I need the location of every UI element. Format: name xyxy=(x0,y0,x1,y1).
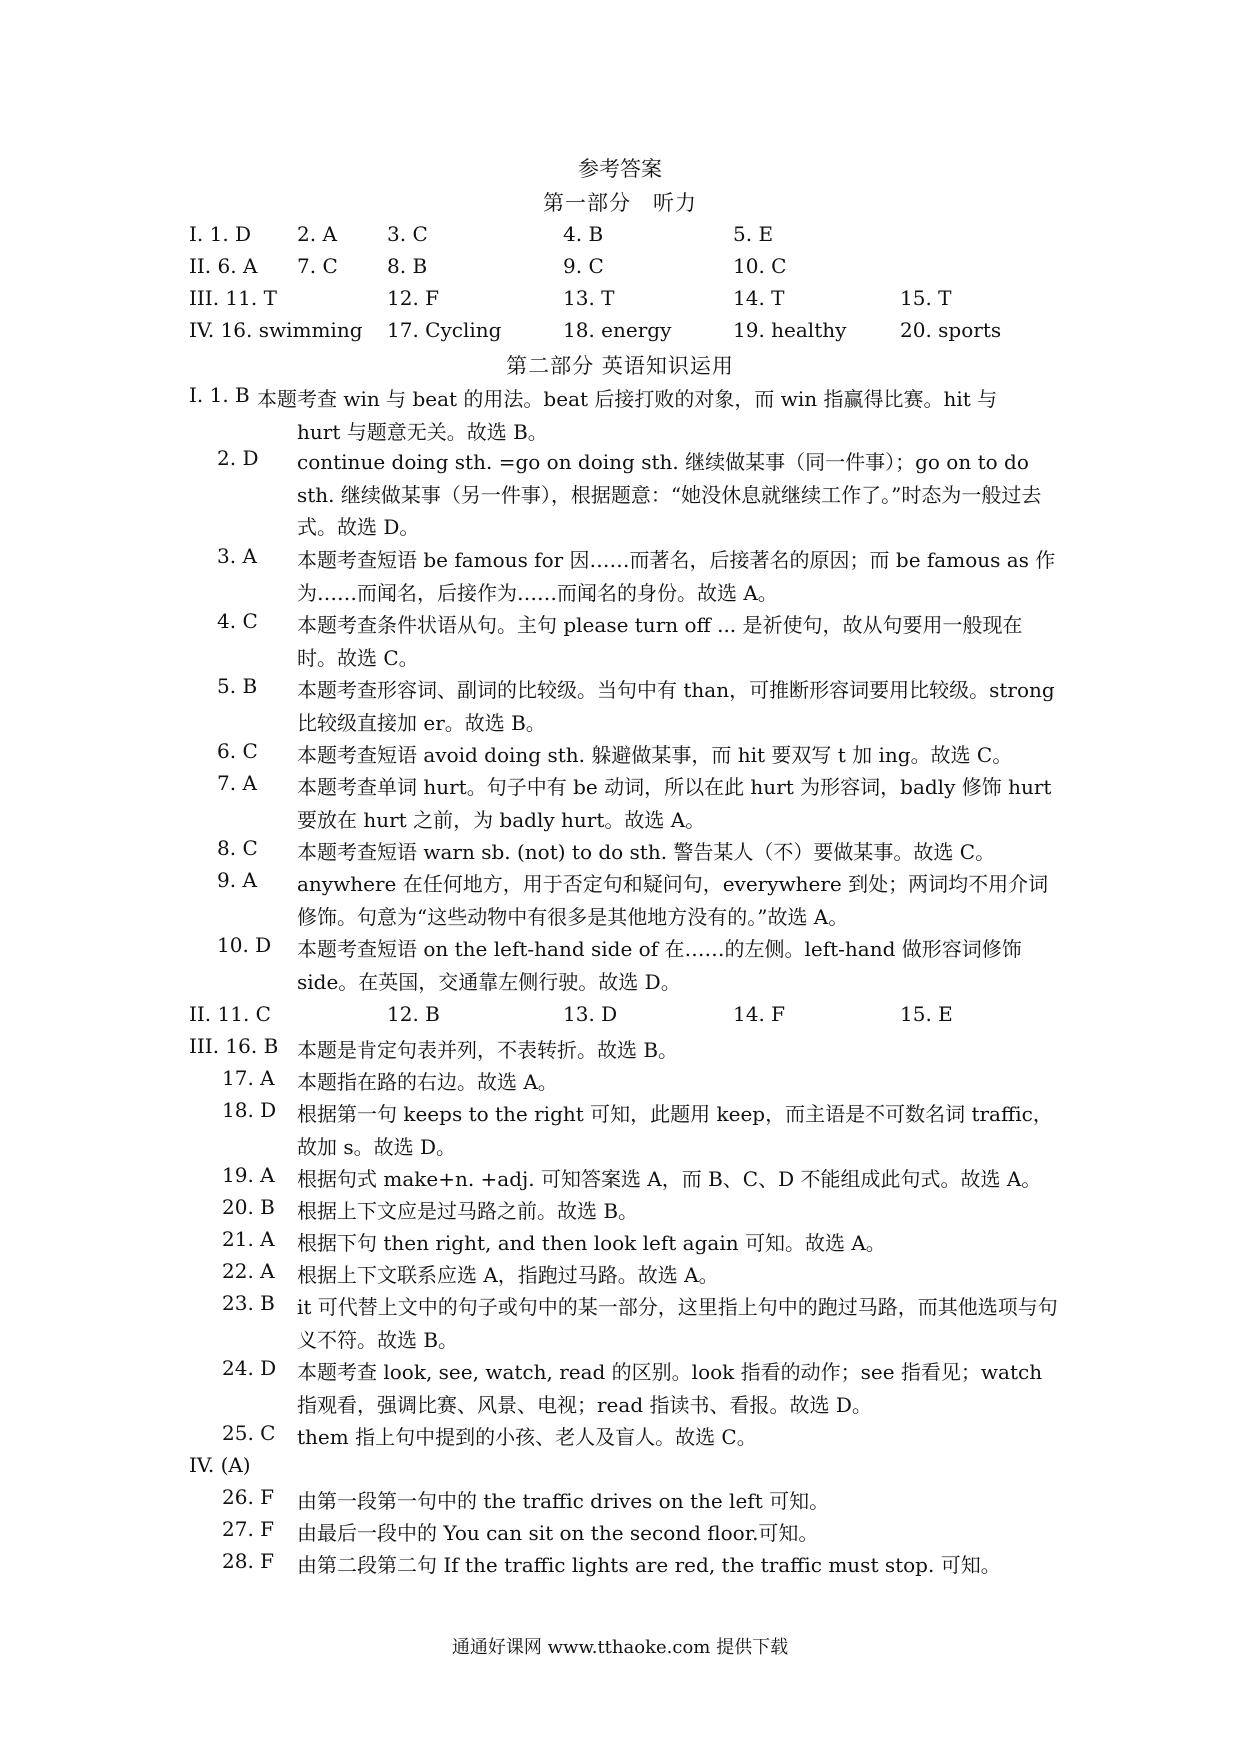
answer-number: 4. C xyxy=(217,609,258,633)
explanation-text: 本题是肯定句表并列，不表转折。故选 B。 xyxy=(297,1038,679,1062)
page-title: 参考答案 xyxy=(578,157,662,181)
answer-cell: 15. E xyxy=(900,1002,953,1026)
explanation-text: it 可代替上文中的句子或句中的某一部分，这里指上句中的跑过马路，而其他选项与句义不符。故选 B。 xyxy=(297,1295,1058,1352)
answer-cell: 9. C xyxy=(563,254,604,278)
explanation-text: 根据上下文联系应选 A，指跑过马路。故选 A。 xyxy=(297,1263,719,1287)
explanation-line: hurt 与题意无关。故选 B。 xyxy=(297,420,548,444)
listening-row xyxy=(0,222,1240,254)
explanation-text: anywhere 在任何地方，用于否定句和疑问句，everywhere 到处；两词均不用介词修饰。句意为“这些动物中有很多是其他地方没有的。”故选 A。 xyxy=(297,872,1049,929)
answer-cell: 14. T xyxy=(733,286,785,310)
answer-cell: 14. F xyxy=(733,1002,786,1026)
explanation-text: 根据下句 then right, and then look left again 可知。故选 A。 xyxy=(297,1231,886,1255)
part1-heading: 第一部分 听力 xyxy=(543,191,697,215)
section2-row xyxy=(0,1002,1240,1034)
answer-number: I. 1. B xyxy=(189,383,250,407)
answer-cell: 20. sports xyxy=(900,318,1002,342)
explanation-text: 本题考查短语 warn sb. (not) to do sth. 警告某人（不）要做某事。故选 C。 xyxy=(297,840,996,864)
answer-cell: 15. T xyxy=(900,286,952,310)
explanation-line: 本题考查 win 与 beat 的用法。beat 后接打败的对象，而 win 指赢得比赛。hit 与 xyxy=(257,387,998,411)
part2-heading: 第二部分 英语知识运用 xyxy=(506,354,734,378)
explanation-text: 本题考查短语 avoid doing sth. 躲避做某事，而 hit 要双写 t 加 ing。故选 C。 xyxy=(297,743,1013,767)
answer-entry xyxy=(0,383,1240,449)
answer-cell: 19. healthy xyxy=(733,318,847,342)
explanation-text: 本题考查 look, see, watch, read 的区别。look 指看的动作；see 指看见；watch 指观看，强调比赛、风景、电视；read 指读书、看报。故选 D。 xyxy=(297,1360,1043,1417)
answer-number: 28. F xyxy=(222,1549,275,1573)
answer-cell: 13. T xyxy=(563,286,615,310)
answer-number: 21. A xyxy=(222,1227,275,1251)
answer-cell: 5. E xyxy=(733,222,774,246)
explanation-text: 本题考查形容词、副词的比较级。当句中有 than，可推断形容词要用比较级。strong 比较级直接加 er。故选 B。 xyxy=(297,678,1055,735)
answer-cell: II. 11. C xyxy=(189,1002,271,1026)
answer-number: III. 16. B xyxy=(189,1034,279,1058)
answer-number: 23. B xyxy=(222,1291,275,1315)
answer-number: 19. A xyxy=(222,1163,275,1187)
answer-number: 5. B xyxy=(217,674,258,698)
answer-number: 18. D xyxy=(222,1098,277,1122)
explanation-text: 根据上下文应是过马路之前。故选 B。 xyxy=(297,1199,639,1223)
answer-number: 2. D xyxy=(217,446,259,470)
answer-number: 10. D xyxy=(217,933,272,957)
page-footer: 通通好课网 www.tthaoke.com 提供下载 xyxy=(451,1637,789,1658)
answer-cell: 12. F xyxy=(387,286,440,310)
explanation-text: 本题指在路的右边。故选 A。 xyxy=(297,1070,558,1094)
answer-cell: I. 1. D xyxy=(189,222,252,246)
listening-row xyxy=(0,318,1240,350)
explanation-text: 根据第一句 keeps to the right 可知，此题用 keep，而主语是不可数名词 traffic，故加 s。故选 D。 xyxy=(297,1102,1053,1159)
answer-number: 24. D xyxy=(222,1356,277,1380)
answer-cell: 12. B xyxy=(387,1002,440,1026)
explanation-text: 本题考查单词 hurt。句子中有 be 动词，所以在此 hurt 为形容词，badly 修饰 hurt 要放在 hurt 之前，为 badly hurt。故选 A。 xyxy=(297,775,1052,832)
answer-number: 8. C xyxy=(217,836,258,860)
listening-row xyxy=(0,254,1240,286)
explanation-text: 由第一段第一句中的 the traffic drives on the left 可知。 xyxy=(297,1489,830,1513)
answer-number: 27. F xyxy=(222,1517,275,1541)
answer-cell: 18. energy xyxy=(563,318,672,342)
answer-cell: 8. B xyxy=(387,254,428,278)
answer-cell: 7. C xyxy=(297,254,338,278)
explanation-text: them 指上句中提到的小孩、老人及盲人。故选 C。 xyxy=(297,1425,757,1449)
explanation-text: 本题考查条件状语从句。主句 please turn off ... 是祈使句，故从句要用一般现在时。故选 C。 xyxy=(297,613,1023,670)
answer-number: 25. C xyxy=(222,1421,276,1445)
explanation-text: continue doing sth. =go on doing sth. 继续做某事（同一件事）；go on to do sth. 继续做某事（另一件事），根据题意：“她没休息就继续工作了。”时态为一般过去式。故选 D。 xyxy=(297,450,1042,539)
explanation-text: 本题考查短语 on the left-hand side of 在……的左侧。left-hand 做形容词修饰 side。在英国，交通靠左侧行驶。故选 D。 xyxy=(297,937,1022,994)
answer-cell: III. 11. T xyxy=(189,286,277,310)
explanation-text: 本题考查短语 be famous for 因……而著名，后接著名的原因；而 be famous as 作为……而闻名，后接作为……而闻名的身份。故选 A。 xyxy=(297,548,1056,605)
answer-number: 22. A xyxy=(222,1259,275,1283)
answer-number: 26. F xyxy=(222,1485,275,1509)
answer-number: 6. C xyxy=(217,739,258,763)
explanation-text: 由第二段第二句 If the traffic lights are red, the traffic must stop. 可知。 xyxy=(297,1553,1001,1577)
listening-row xyxy=(0,286,1240,318)
answer-number: 20. B xyxy=(222,1195,275,1219)
answer-cell: 17. Cycling xyxy=(387,318,502,342)
answer-cell: II. 6. A xyxy=(189,254,258,278)
answer-cell: 13. D xyxy=(563,1002,618,1026)
answer-cell: 10. C xyxy=(733,254,787,278)
answer-number: 9. A xyxy=(217,868,257,892)
answer-number: 17. A xyxy=(222,1066,275,1090)
answer-cell: IV. 16. swimming xyxy=(189,318,363,342)
answer-number: 3. A xyxy=(217,544,257,568)
answer-number: 7. A xyxy=(217,771,257,795)
explanation-text: 由最后一段中的 You can sit on the second floor.可知。 xyxy=(297,1521,819,1545)
answer-cell: 3. C xyxy=(387,222,428,246)
section-label: IV. (A) xyxy=(189,1453,251,1477)
answer-cell: 4. B xyxy=(563,222,604,246)
answer-cell: 2. A xyxy=(297,222,337,246)
explanation-text: 根据句式 make+n. +adj. 可知答案选 A，而 B、C、D 不能组成此句式。故选 A。 xyxy=(297,1167,1042,1191)
